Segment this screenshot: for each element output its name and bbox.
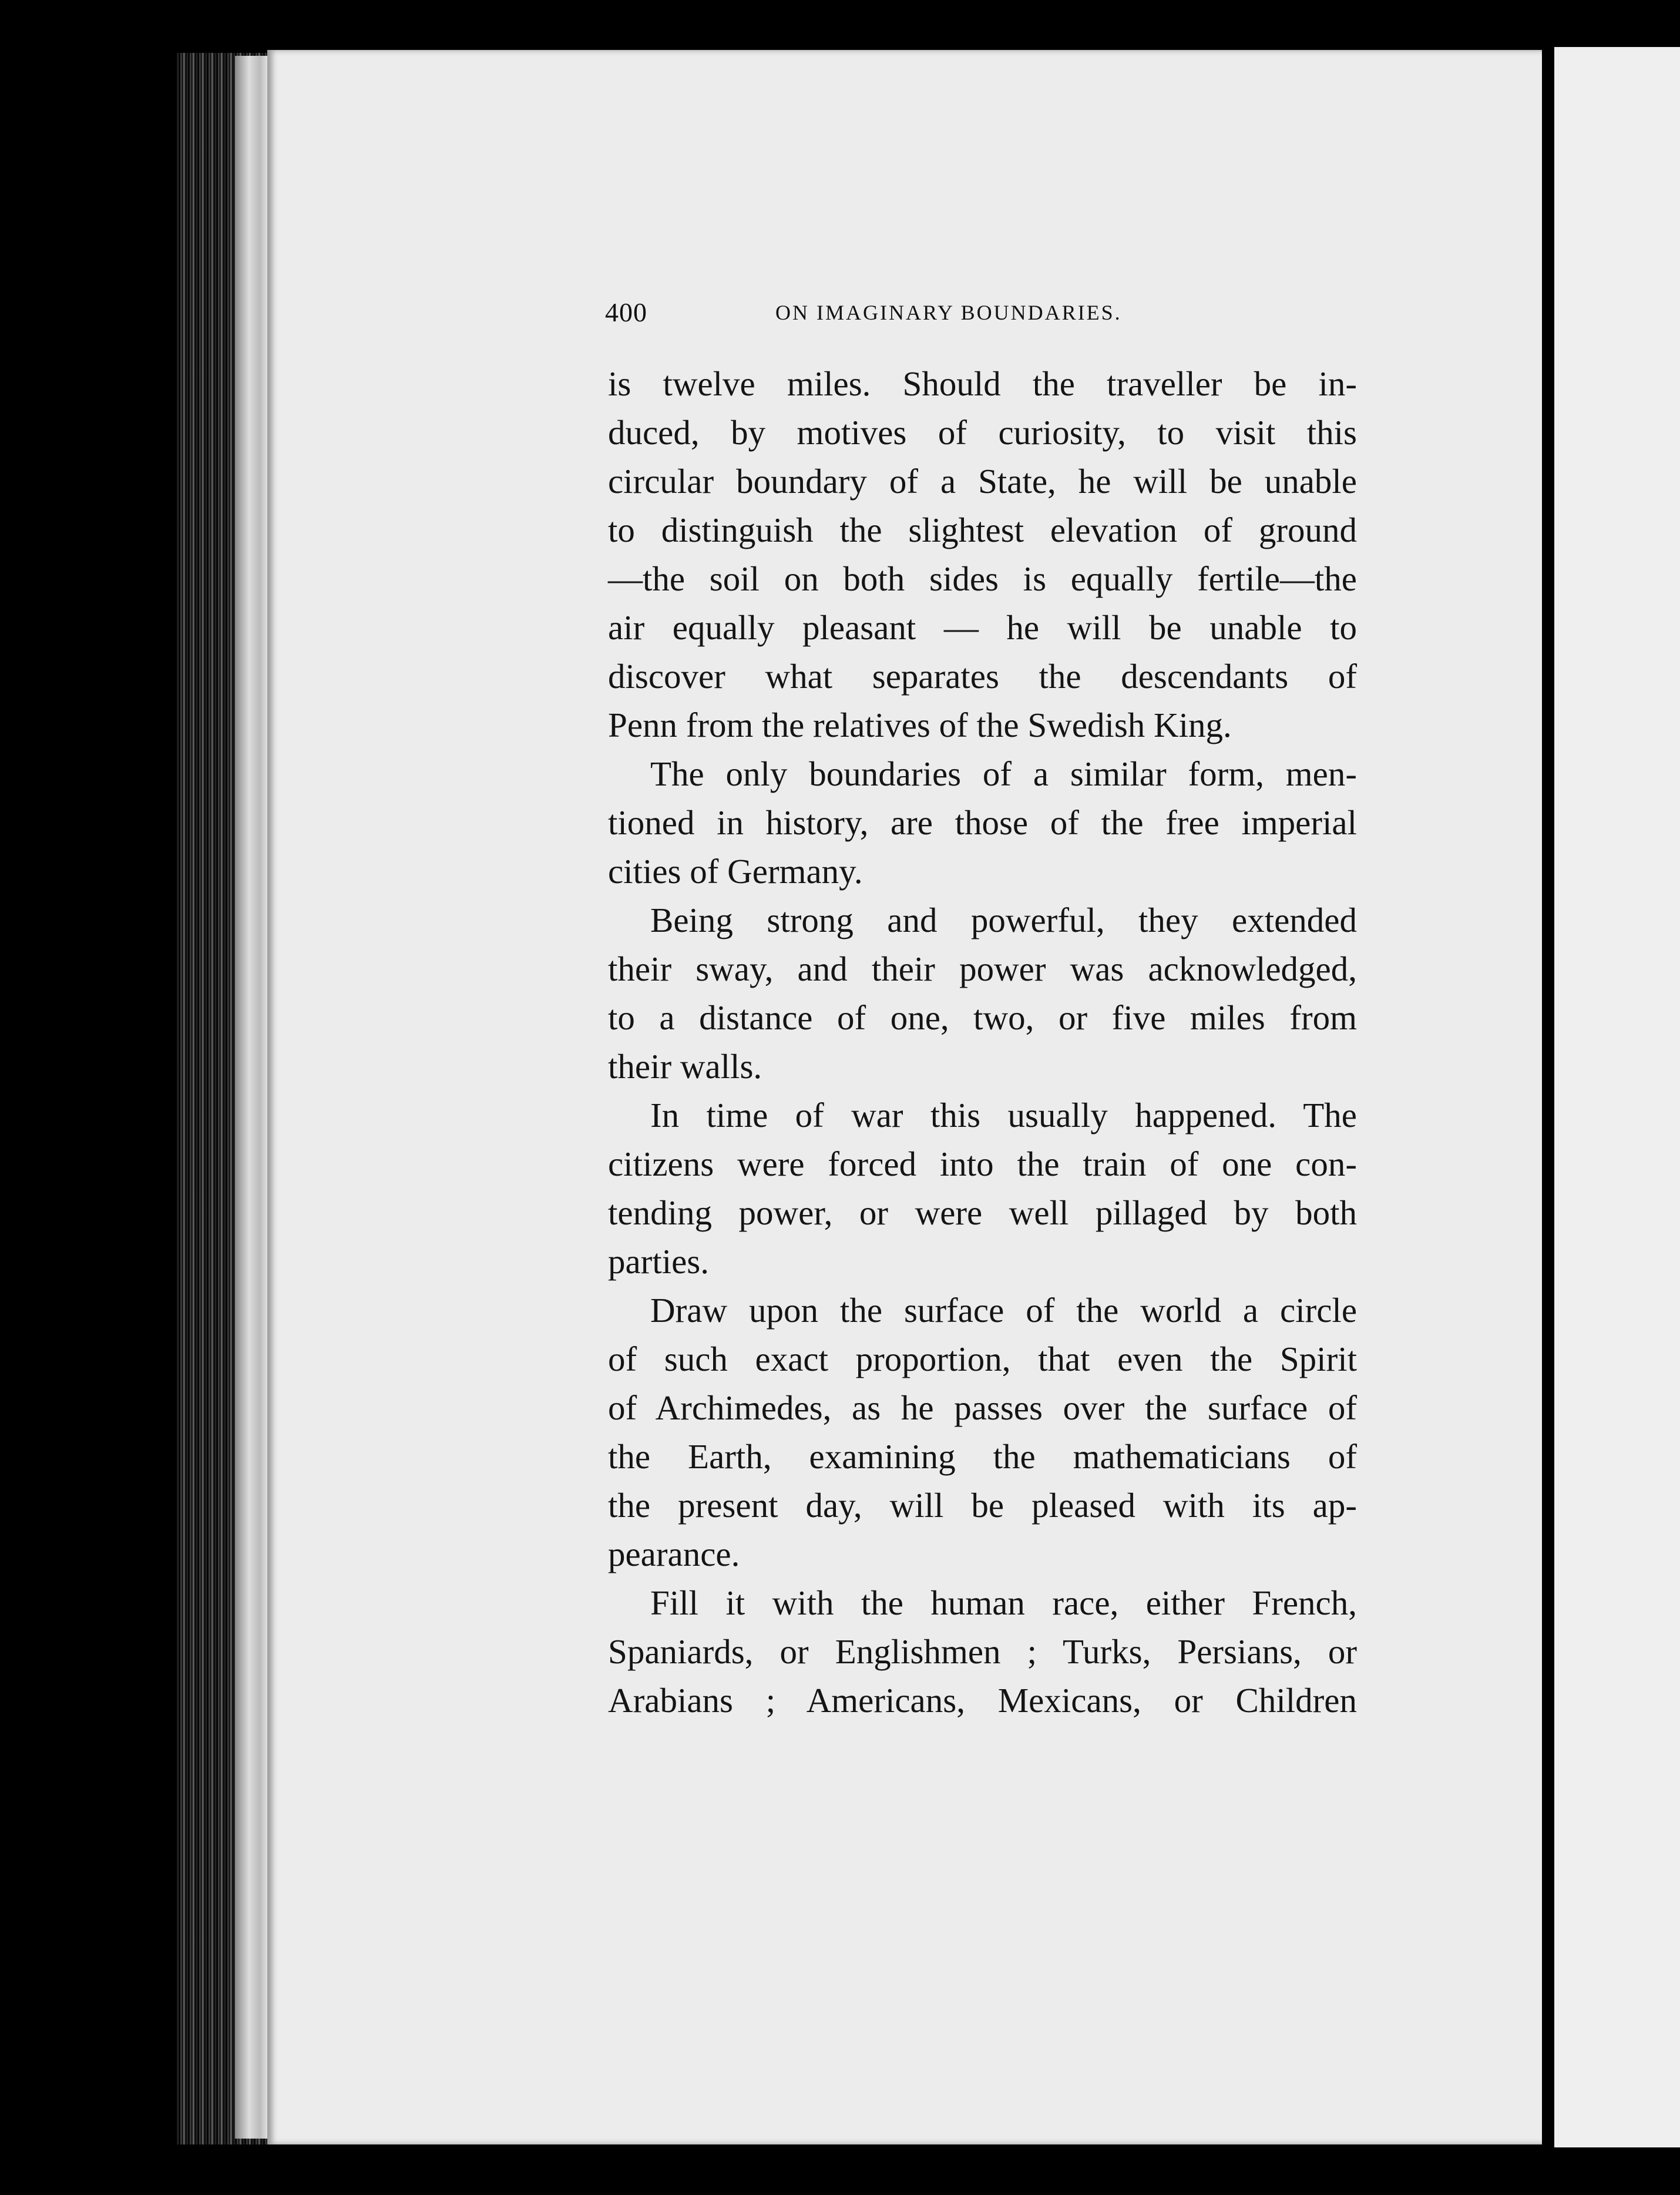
text-line: the Earth, examining the mathematicians of (608, 1437, 1357, 1476)
running-head-title: ON IMAGINARY BOUNDARIES. (775, 301, 1122, 324)
text-line: the present day, will be pleased with its ap- (608, 1486, 1357, 1525)
text-line: of Archimedes, as he passes over the surface of (608, 1388, 1357, 1427)
text-line: Draw upon the surface of the world a circle (650, 1291, 1357, 1330)
text-line: to distinguish the slightest elevation of ground (608, 511, 1357, 549)
facing-page-edge (1551, 47, 1680, 2147)
text-line: Spaniards, or Englishmen ; Turks, Persians, or (608, 1632, 1357, 1671)
text-line: Penn from the relatives of the Swedish King. (608, 706, 1232, 744)
text-line: to a distance of one, two, or five miles from (608, 998, 1357, 1037)
text-line: of such exact proportion, that even the Spirit (608, 1340, 1357, 1378)
text-line: is twelve miles. Should the traveller be in- (608, 364, 1357, 403)
text-line: tending power, or were well pillaged by both (608, 1193, 1357, 1232)
text-line: citizens were forced into the train of one con- (608, 1145, 1357, 1183)
text-line: —the soil on both sides is equally fertile—the (608, 559, 1357, 598)
page-stack-edge (235, 56, 270, 2139)
text-line: parties. (608, 1242, 710, 1281)
text-line: Fill it with the human race, either French, (650, 1583, 1357, 1622)
page-number: 400 (605, 297, 647, 327)
text-line: pearance. (608, 1535, 740, 1573)
body-text (608, 360, 1357, 1725)
running-head (605, 297, 1181, 338)
text-line: The only boundaries of a similar form, men- (650, 754, 1357, 793)
text-line: Arabians ; Americans, Mexicans, or Children (608, 1681, 1357, 1720)
text-line: In time of war this usually happened. The (650, 1096, 1357, 1135)
text-line: tioned in history, are those of the free imperial (608, 803, 1357, 842)
text-line: their sway, and their power was acknowledged, (608, 949, 1357, 988)
text-line: circular boundary of a State, he will be unable (608, 462, 1357, 501)
text-line: cities of Germany. (608, 852, 863, 891)
text-line: their walls. (608, 1047, 762, 1086)
text-line: Being strong and powerful, they extended (650, 901, 1357, 939)
text-line: discover what separates the descendants of (608, 657, 1357, 696)
text-line: air equally pleasant — he will be unable to (608, 608, 1357, 647)
text-line: duced, by motives of curiosity, to visit this (608, 413, 1357, 452)
